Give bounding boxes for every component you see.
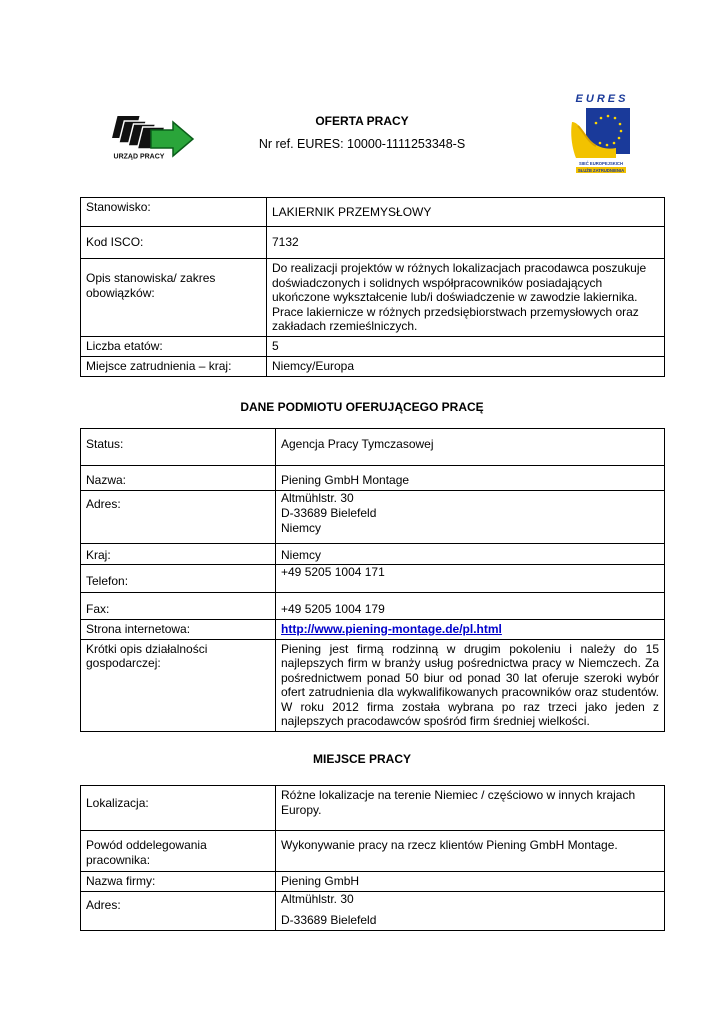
website-link[interactable]: http://www.piening-montage.de/pl.html xyxy=(281,621,502,636)
description-value: Do realizacji projektów w różnych lokalizacjach pracodawca poszukuje doświadczonych i solidnych współpracowników posiadających ukończone wykształcenie lub/i doświadczenie w zawodzie lakiernika. Prace lakiernicze w różnych przedsiębiorstwach przemysłowych oraz zakładach rzemieślniczych. xyxy=(267,259,665,337)
table-row xyxy=(81,490,665,543)
location-value: Różne lokalizacje na terenie Niemiec / częściowo w innych krajach Europy. xyxy=(276,786,665,831)
phone-label: Telefon: xyxy=(81,565,276,593)
positions-count-label: Liczba etatów: xyxy=(81,336,267,356)
name-value: Piening GmbH Montage xyxy=(276,466,665,491)
company-label: Nazwa firmy: xyxy=(81,872,276,892)
address-label: Adres: xyxy=(81,490,276,543)
fax-value: +49 5205 1004 179 xyxy=(276,593,665,620)
reason-label: Powód oddelegowania pracownika: xyxy=(81,831,276,872)
business-description-value: Piening jest firmą rodzinną w drugim pokoleniu i należy do 15 najlepszych firm w branży usług pośrednictwa pracy w Niemczech. Za pośrednictwem ponad 50 biur od ponad 30 lat oferuje szeroki wybór ofert zatrudnienia dla wykwalifikowanych pracowników oraz studentów. W roku 2012 firma została wybrana po raz trzeci jako jeden z najlepszych pracodawców spośród firm średniej wielkości. xyxy=(276,639,665,731)
workplace-address-value xyxy=(276,891,665,930)
table-row xyxy=(81,891,665,930)
table-row xyxy=(81,336,665,356)
fax-label: Fax: xyxy=(81,593,276,620)
description-label: Opis stanowiska/ zakres obowiązków: xyxy=(81,259,267,337)
job-table xyxy=(80,197,665,377)
isco-label: Kod ISCO: xyxy=(81,227,267,259)
positions-count-value: 5 xyxy=(267,336,665,356)
table-row xyxy=(81,198,665,227)
reason-value: Wykonywanie pracy na rzecz klientów Piening GmbH Montage. xyxy=(276,831,665,872)
table-row xyxy=(81,227,665,259)
eures-logo xyxy=(566,92,636,178)
position-value: LAKIERNIK PRZEMYSŁOWY xyxy=(267,198,665,227)
website-cell xyxy=(276,619,665,639)
table-row xyxy=(81,429,665,466)
eures-reference: Nr ref. EURES: 10000-1111253348-S xyxy=(258,137,466,151)
table-row xyxy=(81,786,665,831)
country-label: Kraj: xyxy=(81,543,276,565)
svg-text:SIEĆ EUROPEJSKICH: SIEĆ EUROPEJSKICH xyxy=(579,161,623,166)
table-row xyxy=(81,831,665,872)
company-value: Piening GmbH xyxy=(276,872,665,892)
work-country-label: Miejsce zatrudnienia – kraj: xyxy=(81,356,267,376)
table-row xyxy=(81,619,665,639)
status-value: Agencja Pracy Tymczasowej xyxy=(276,429,665,466)
employer-table xyxy=(80,428,665,732)
address-line: D-33689 Bielefeld xyxy=(281,912,377,927)
table-row xyxy=(81,593,665,620)
svg-text:URZĄD PRACY: URZĄD PRACY xyxy=(113,153,165,161)
phone-value: +49 5205 1004 171 xyxy=(276,565,665,593)
table-row xyxy=(81,466,665,491)
status-label: Status: xyxy=(81,429,276,466)
svg-text:EURES: EURES xyxy=(575,93,629,105)
table-row xyxy=(81,356,665,376)
isco-value: 7132 xyxy=(267,227,665,259)
table-row xyxy=(81,259,665,337)
workplace-table xyxy=(80,785,665,931)
address-line: Altmühlstr. 30 xyxy=(281,891,354,906)
page-title: OFERTA PRACY xyxy=(315,114,409,128)
workplace-section-title: MIEJSCE PRACY xyxy=(312,752,412,766)
workplace-address-label: Adres: xyxy=(81,891,276,930)
location-label: Lokalizacja: xyxy=(81,786,276,831)
name-label: Nazwa: xyxy=(81,466,276,491)
website-label: Strona internetowa: xyxy=(81,619,276,639)
business-description-label: Krótki opis działalności gospodarczej: xyxy=(81,639,276,731)
address-line: D-33689 Bielefeld xyxy=(281,505,377,520)
table-row xyxy=(81,565,665,593)
address-line: Altmühlstr. 30 xyxy=(281,490,354,505)
work-country-value: Niemcy/Europa xyxy=(267,356,665,376)
position-label: Stanowisko: xyxy=(81,198,267,227)
svg-text:SŁUŻB ZATRUDNIENIA: SŁUŻB ZATRUDNIENIA xyxy=(577,168,625,173)
address-line: Niemcy xyxy=(281,520,322,535)
country-value: Niemcy xyxy=(276,543,665,565)
table-row xyxy=(81,543,665,565)
table-row xyxy=(81,872,665,892)
employer-section-title: DANE PODMIOTU OFERUJĄCEGO PRACĘ xyxy=(240,400,484,414)
address-value xyxy=(276,490,665,543)
table-row xyxy=(81,639,665,731)
